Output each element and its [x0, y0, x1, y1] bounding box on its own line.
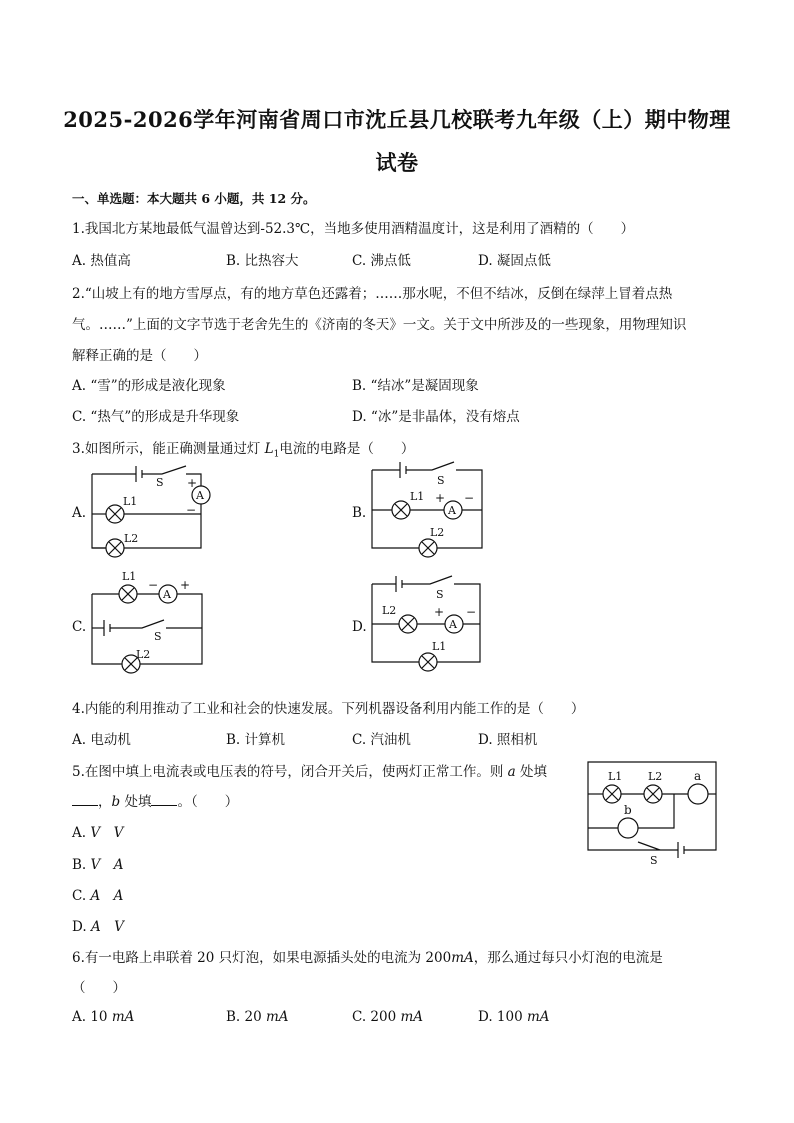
- section-heading: 一、单选题：本大题共 6 小题，共 12 分。: [72, 191, 316, 206]
- q1-option-a: A. 热值高: [72, 253, 131, 269]
- circuit-c: [92, 572, 222, 672]
- q6-option-c: C. 200 mA: [352, 1009, 424, 1025]
- svg-text:−: −: [148, 578, 159, 592]
- q2-option-c: C. “热气”的形成是升华现象: [72, 409, 240, 425]
- circuit-b: [372, 462, 502, 562]
- q2-option-d: D. “冰”是非晶体，没有熔点: [352, 409, 520, 425]
- question-2-stem-line1: 2.“山坡上有的地方雪厚点，有的地方草色还露着；……那水呢，不但不结冰，反倒在绿萍上冒着点热: [72, 286, 673, 302]
- svg-text:L2: L2: [382, 604, 397, 617]
- question-4-stem: 4.内能的利用推动了工业和社会的快速发展。下列机器设备利用内能工作的是（ ）: [72, 701, 585, 717]
- svg-text:−: −: [186, 503, 197, 517]
- q1-option-c: C. 沸点低: [352, 253, 411, 269]
- q5-option-a: A. V V: [72, 825, 124, 841]
- q2-option-b: B. “结冰”是凝固现象: [352, 378, 479, 394]
- q4-option-b: B. 计算机: [226, 732, 286, 748]
- circuit-q5: [588, 762, 728, 867]
- answer-blank-a: [72, 793, 98, 806]
- circuit-a-ammeter: A: [196, 489, 204, 502]
- svg-text:S: S: [650, 854, 658, 867]
- q3-option-b-label: B.: [352, 505, 367, 521]
- q6-option-d: D. 100 mA: [478, 1009, 550, 1025]
- q4-option-c: C. 汽油机: [352, 732, 411, 748]
- q5-option-c: C. A A: [72, 888, 124, 904]
- circuit-a-l1-label: L1: [123, 495, 138, 508]
- svg-text:L2: L2: [430, 526, 445, 539]
- svg-text:L1: L1: [122, 570, 137, 583]
- q4-option-d: D. 照相机: [478, 732, 538, 748]
- q2-option-a: A. “雪”的形成是液化现象: [72, 378, 226, 394]
- q3-stem-pre: 3.如图所示，能正确测量通过灯: [72, 441, 265, 457]
- svg-text:S: S: [154, 630, 162, 643]
- q3-option-d-label: D.: [352, 619, 367, 635]
- question-6-stem-line2: （ ）: [72, 980, 126, 996]
- q1-option-d: D. 凝固点低: [478, 253, 551, 269]
- svg-text:+: +: [434, 605, 445, 619]
- svg-text:+: +: [435, 491, 446, 505]
- q1-option-b: B. 比热容大: [226, 253, 299, 269]
- q5-option-d: D. A V: [72, 919, 124, 935]
- svg-text:L1: L1: [608, 770, 623, 783]
- svg-text:A: A: [448, 504, 456, 517]
- q3-lamp-var: L: [264, 441, 274, 457]
- svg-text:+: +: [187, 476, 198, 490]
- q5-option-b: B. V A: [72, 857, 124, 873]
- meter-b-label: b: [624, 803, 632, 817]
- question-2-stem-line3: 解释正确的是（ ）: [72, 348, 207, 364]
- meter-a-label: a: [694, 769, 702, 783]
- question-1-stem: 1.我国北方某地最低气温曾达到-52.3℃，当地多使用酒精温度计，这是利用了酒精的（ ）: [72, 221, 635, 237]
- answer-blank-b: [151, 793, 177, 806]
- question-3-stem: [72, 437, 414, 460]
- svg-text:S: S: [436, 588, 444, 601]
- question-2-stem-line2: 气。……”上面的文字节选于老舍先生的《济南的冬天》一文。关于文中所涉及的一些现象，用物理知识: [72, 317, 687, 333]
- q3-option-a-label: A.: [72, 505, 87, 521]
- svg-text:−: −: [466, 605, 477, 619]
- svg-text:L2: L2: [136, 648, 151, 661]
- q3-option-c-label: C.: [72, 619, 87, 635]
- svg-text:A: A: [449, 618, 457, 631]
- circuit-a: [86, 462, 246, 562]
- q3-lamp-sub: 1: [273, 449, 280, 460]
- svg-text:−: −: [464, 491, 475, 505]
- svg-text:+: +: [180, 578, 191, 592]
- svg-text:L1: L1: [410, 490, 425, 503]
- q6-option-a: A. 10 mA: [72, 1009, 135, 1025]
- question-6-stem-line1: 6.有一电路上串联着 20 只灯泡，如果电源插头处的电流为 200mA，那么通过每只小灯泡的电流是: [72, 950, 663, 966]
- svg-text:A: A: [163, 588, 171, 601]
- question-5-stem-line1: 5.在图中填上电流表或电压表的符号，闭合开关后，使两灯正常工作。则 a 处填: [72, 764, 548, 780]
- svg-text:S: S: [437, 474, 445, 487]
- svg-text:L2: L2: [648, 770, 663, 783]
- q6-option-b: B. 20 mA: [226, 1009, 289, 1025]
- circuit-d: [372, 574, 502, 674]
- page-title-line2: 试卷: [375, 150, 419, 175]
- question-5-stem-line2: ，b 处填 。（ ）: [72, 790, 238, 810]
- circuit-a-switch-label: S: [156, 476, 164, 489]
- q4-option-a: A. 电动机: [72, 732, 131, 748]
- page-title: 2025-2026学年河南省周口市沈丘县几校联考九年级（上）期中物理: [63, 107, 731, 132]
- q3-stem-post: 电流的电路是（ ）: [279, 441, 415, 457]
- circuit-a-l2-label: L2: [124, 532, 139, 545]
- svg-text:L1: L1: [432, 640, 447, 653]
